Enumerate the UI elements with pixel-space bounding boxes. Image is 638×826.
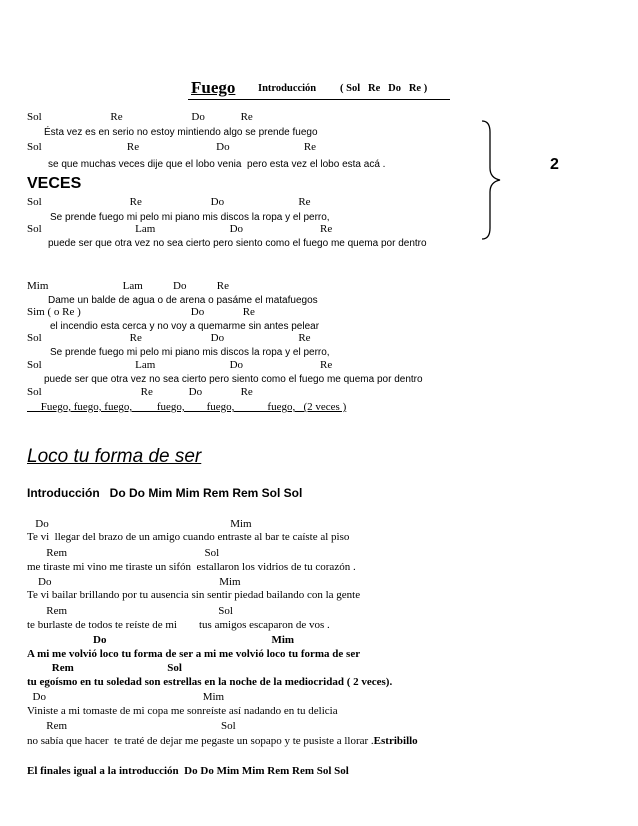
lyric-line: Dame un balde de agua o de arena o pasáme el matafuegos	[48, 295, 318, 306]
chord-line: Sol Re Do Re	[27, 111, 253, 123]
song-title-fuego: Fuego	[191, 78, 236, 97]
lyric-line: Se prende fuego mi pelo mi piano mis discos la ropa y el perro,	[50, 347, 330, 358]
chorus-line: A mi me volvió loco tu forma de ser a mi me volvió loco tu forma de ser	[27, 648, 361, 660]
lyric-line: me tiraste mi vino me tiraste un sifón estallaron los vidrios de tu corazón .	[27, 561, 356, 573]
final-note: El finales igual a la introducción Do Do Mim Mim Rem Rem Sol Sol	[27, 765, 349, 777]
chord-line: Do Mim	[27, 634, 295, 646]
chord-line: Do Mim	[27, 518, 252, 530]
chord-line: Rem Sol	[27, 662, 182, 674]
chorus-line: tu egoísmo en tu soledad son estrellas en la noche de la mediocridad ( 2 veces).	[27, 676, 393, 688]
chord-line: Sol Lam Do Re	[27, 359, 333, 371]
chord-line: Rem Sol	[27, 547, 220, 559]
chord-line: Rem Sol	[27, 720, 236, 732]
title-underline	[188, 99, 450, 100]
lyric-line: se que muchas veces dije que el lobo venia pero esta vez el lobo esta acá .	[48, 159, 386, 170]
lyric-line: el incendio esta cerca y no voy a quemarme sin antes pelear	[50, 321, 320, 332]
song-title-loco: Loco tu forma de ser	[27, 446, 202, 467]
closing-line: Fuego, fuego, fuego, fuego, fuego, fuego, (2 veces )	[27, 401, 347, 413]
intro-line: Introducción Do Do Mim Mim Rem Rem Sol Sol	[27, 486, 303, 500]
lyric-line: puede ser que otra vez no sea cierto pero siento como el fuego me quema por dentro	[44, 374, 423, 385]
chord-line: Sim ( o Re ) Do Re	[27, 306, 255, 318]
veces-label: VECES	[27, 175, 82, 192]
intro-chords: ( Sol Re Do Re )	[340, 83, 428, 94]
lyric-line: te burlaste de todos te reíste de mi tus amigos escaparon de vos .	[27, 619, 330, 631]
lyric-line: Te vi bailar brillando por tu ausencia sin sentir piedad bailando con la gente	[27, 589, 361, 601]
chord-line: Do Mim	[27, 576, 241, 588]
lyric-line: Se prende fuego mi pelo mi piano mis discos la ropa y el perro,	[50, 212, 330, 223]
chord-line: Sol Re Do Re	[27, 332, 311, 344]
chord-line: Rem Sol	[27, 605, 233, 617]
estribillo-marker: Estribillo	[373, 735, 418, 747]
repeat-count: 2	[550, 156, 559, 173]
chord-line: Sol Lam Do Re	[27, 223, 333, 235]
lyric-line: Viniste a mi tomaste de mi copa me sonreíste así nadando en tu delicia	[27, 705, 338, 717]
lyric-line: Te vi llegar del brazo de un amigo cuando entraste al bar te caíste al piso	[27, 531, 350, 543]
intro-label: Introducción	[258, 83, 317, 94]
chord-line: Sol Re Do Re	[27, 141, 317, 153]
lyric-line	[27, 736, 418, 747]
chord-line: Sol Re Do Re	[27, 386, 253, 398]
lyric-line: puede ser que otra vez no sea cierto pero siento como el fuego me quema por dentro	[48, 238, 427, 249]
lyric-line: Ésta vez es en serio no estoy mintiendo algo se prende fuego	[44, 127, 318, 138]
chord-line: Mim Lam Do Re	[27, 280, 229, 292]
repeat-brace	[478, 118, 528, 242]
chord-line: Do Mim	[27, 691, 225, 703]
chord-line: Sol Re Do Re	[27, 196, 311, 208]
lyric-text: no sabía que hacer te traté de dejar me pegaste un sopapo y te pusiste a llorar .	[27, 735, 374, 747]
